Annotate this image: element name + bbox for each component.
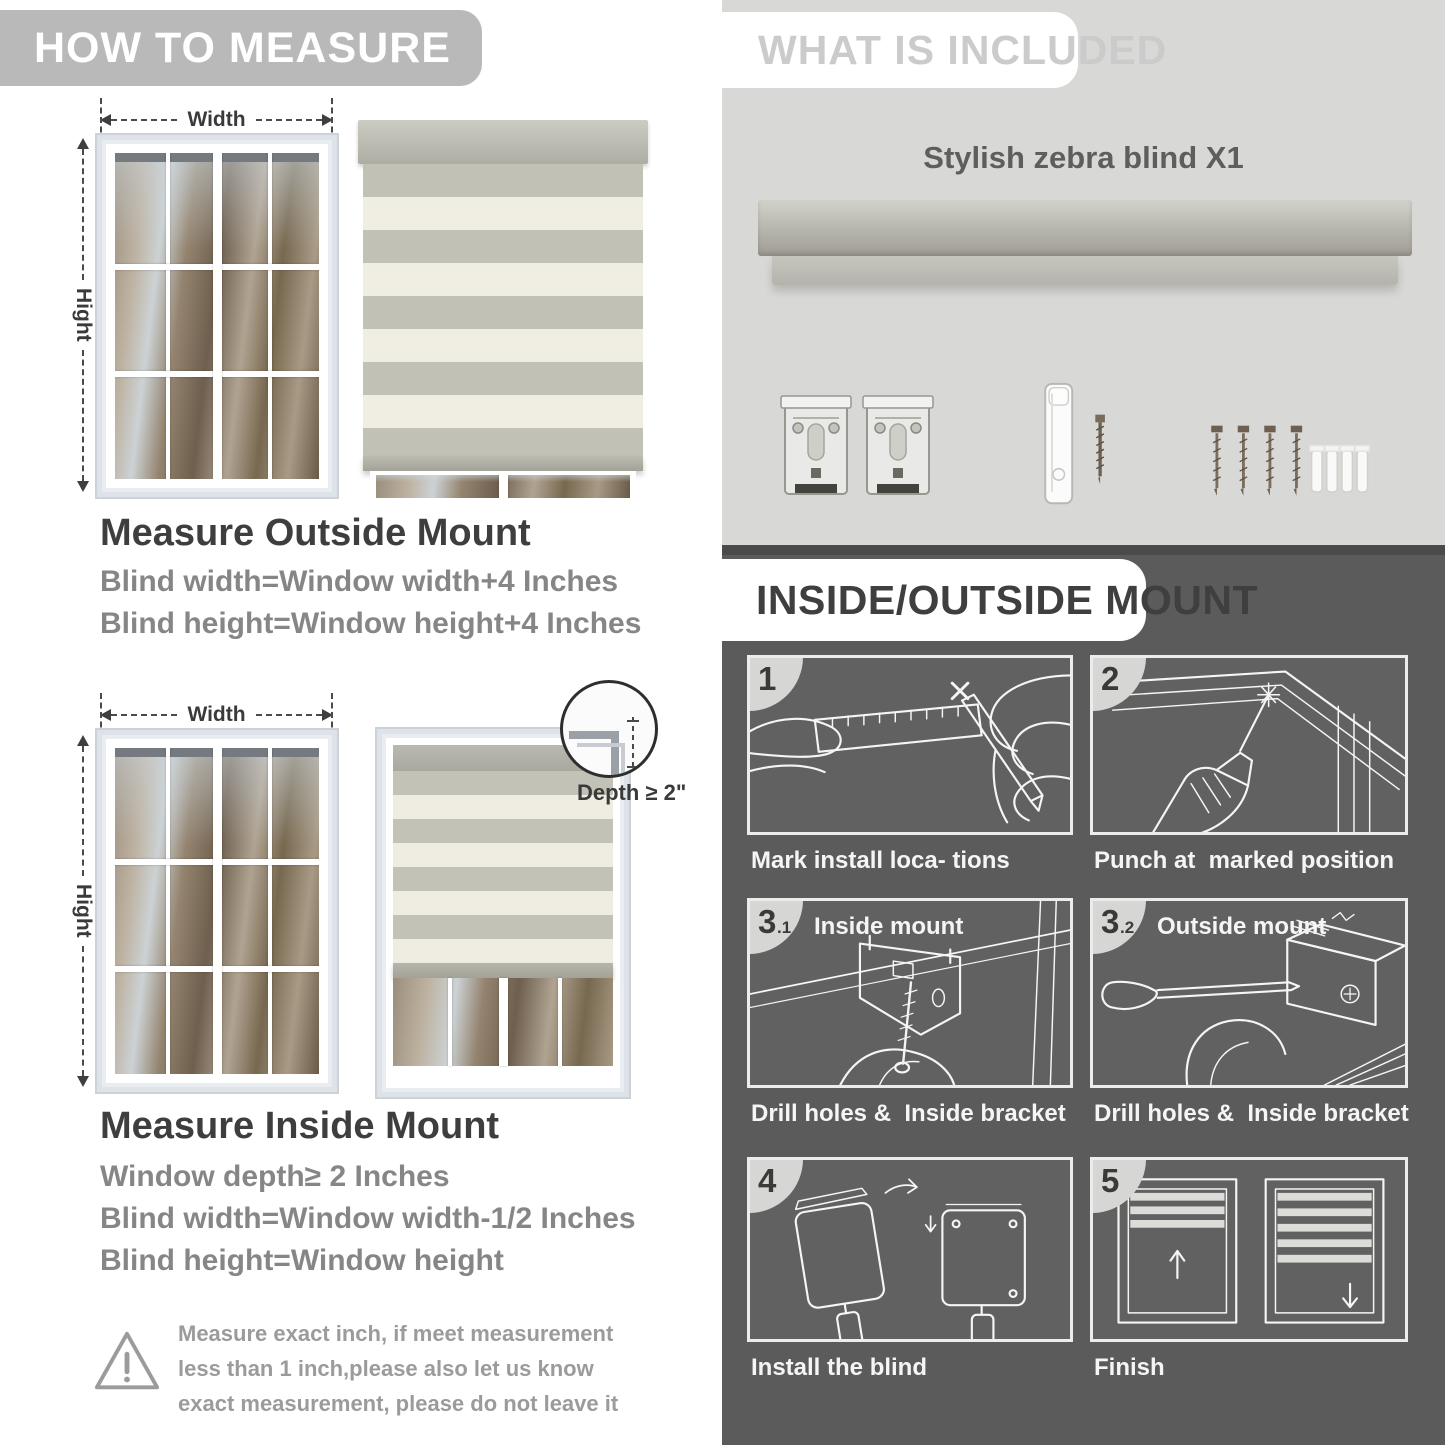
window-bottom-visible [370, 471, 636, 502]
window-panes [115, 153, 319, 479]
inside-height-arrow [70, 735, 96, 1087]
step-panel-3-2 [1090, 898, 1408, 1088]
step-caption-1: Mark install loca- tions [751, 847, 1010, 874]
zebra-blind-outside-mount [358, 120, 648, 502]
step-panel-3-1 [747, 898, 1073, 1088]
step-panel-title: Inside mount [814, 913, 964, 940]
safety-device-item [972, 330, 1182, 510]
step-caption-4: Install the blind [751, 1354, 928, 1381]
mount-section-header [722, 559, 1259, 641]
outside-mount-title: Measure Outside Mount [100, 512, 531, 554]
how-to-measure-header [0, 10, 482, 86]
step-panel-title: Outside mount [1157, 913, 1327, 940]
install-blind-illustration [750, 1160, 1070, 1339]
outside-width-label: Width [187, 108, 246, 131]
inside-mount-rule-height: Blind height=Window height [100, 1244, 504, 1277]
step-panel-2 [1090, 655, 1408, 835]
step-panel-1 [747, 655, 1073, 835]
what-is-included-title: WHAT IS INCLUDED [758, 26, 1168, 73]
measure-warning-text: Measure exact inch, if meet measurement less than 1 inch,please also let us know exact measurement, please do not leave it [178, 1321, 619, 1417]
step-panel-4 [747, 1157, 1073, 1342]
blind-headrail-lip [772, 256, 1398, 285]
inside-height-label: Hight [72, 884, 95, 938]
step-caption-3-1: Drill holes & Inside bracket [751, 1100, 1066, 1127]
product-label: Stylish zebra blind X1 [923, 140, 1244, 175]
brackets-item [762, 330, 952, 510]
inside-width-arrow [100, 705, 333, 725]
arrow-down-icon [77, 1076, 89, 1087]
screws-item [1192, 330, 1382, 510]
outside-width-arrow [100, 110, 333, 130]
outside-mount-rule-height: Blind height=Window height+4 Inches [100, 607, 642, 640]
inside-mount-rule-depth: Window depth≥ 2 Inches [100, 1160, 450, 1193]
screws-icon [1197, 420, 1377, 510]
window-bottom-visible [393, 978, 613, 1066]
arrow-down-icon [77, 481, 89, 492]
what-is-included-section [722, 0, 1445, 545]
finish-illustration [1093, 1160, 1405, 1339]
mount-section-title: INSIDE/OUTSIDE MOUNT [756, 576, 1259, 623]
drill-illustration [1093, 658, 1405, 832]
outside-height-arrow [70, 138, 96, 492]
step-number-badge: 2 [1092, 657, 1146, 711]
blind-headrail-illustration [758, 200, 1412, 256]
window-illustration-outside [95, 133, 339, 499]
what-is-included-header [722, 12, 1168, 88]
mount-steps-section [722, 545, 1445, 1445]
step-number-badge: 3 .1 [749, 900, 803, 954]
safety-device-icon [1022, 380, 1132, 510]
how-to-measure-title: HOW TO MEASURE [34, 23, 451, 72]
mark-locations-illustration [750, 658, 1070, 832]
outside-height-label: Hight [72, 288, 95, 342]
inside-mount-rule-width: Blind width=Window width-1/2 Inches [100, 1202, 636, 1235]
step-number-badge: 4 [749, 1159, 803, 1213]
depth-label: Depth ≥ 2" [577, 780, 687, 805]
blind-bottom-rail [393, 963, 613, 978]
warning-triangle-icon [92, 1322, 162, 1402]
outside-mount-rule-width: Blind width=Window width+4 Inches [100, 565, 619, 598]
step-caption-3-2: Drill holes & Inside bracket [1094, 1100, 1409, 1127]
blind-headrail [358, 120, 648, 164]
inside-mount-title: Measure Inside Mount [100, 1105, 500, 1147]
step-number-badge: 1 [749, 657, 803, 711]
step-caption-5: Finish [1094, 1354, 1165, 1381]
step-caption-2: Punch at marked position [1094, 847, 1395, 874]
blind-bottom-rail [363, 456, 643, 471]
window-illustration-inside [95, 728, 339, 1094]
inside-width-label: Width [187, 703, 246, 726]
brackets-icon [777, 390, 937, 510]
window-panes [115, 748, 319, 1074]
step-number-badge: 3 .2 [1092, 900, 1146, 954]
depth-magnifier-icon [560, 680, 658, 778]
arrow-up-icon [77, 138, 89, 149]
blind-striped-shade [363, 164, 643, 456]
step-panel-5 [1090, 1157, 1408, 1342]
step-number-badge: 5 [1092, 1159, 1146, 1213]
arrow-up-icon [77, 735, 89, 746]
